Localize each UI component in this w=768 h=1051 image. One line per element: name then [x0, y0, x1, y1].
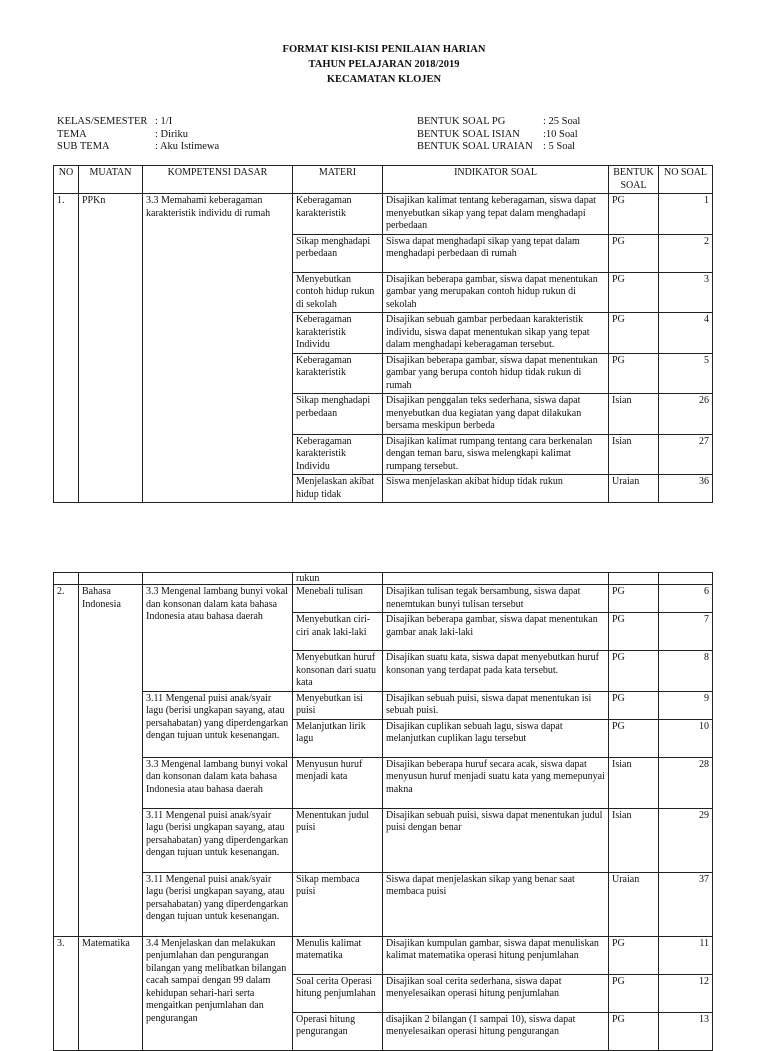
- material: Sikap membaca puisi: [293, 872, 383, 936]
- basic-competency: 3.11 Mengenal puisi anak/syair lagu (berisi ungkapan sayang, atau persahabatan) yang diperdengarkan dengan tujuan untuk kesenangan.: [143, 691, 293, 757]
- question-number: 36: [659, 475, 713, 503]
- question-type: PG: [609, 313, 659, 354]
- indicator: Siswa menjelaskan akibat hidup tidak rukun: [383, 475, 609, 503]
- question-number: 27: [659, 434, 713, 475]
- indicator: Disajikan soal cerita sederhana, siswa dapat menyelesaikan operasi hitung penjumlahan: [383, 974, 609, 1012]
- question-number: 12: [659, 974, 713, 1012]
- question-number: 1: [659, 194, 713, 235]
- question-type: PG: [609, 234, 659, 272]
- basic-competency: 3.3 Memahami keberagaman karakteristik individu di rumah: [143, 194, 293, 503]
- question-number: 9: [659, 691, 713, 719]
- question-number: 10: [659, 719, 713, 757]
- table-row: [54, 691, 713, 719]
- indicator: Disajikan kalimat rumpang tentang cara berkenalan dengan teman baru, siswa melengkapi kalimat rumpang tersebut.: [383, 434, 609, 475]
- info-label: BENTUK SOAL PG: [417, 116, 506, 127]
- info-label: SUB TEMA: [57, 141, 110, 152]
- info-label: BENTUK SOAL URAIAN: [417, 141, 533, 152]
- material: Keberagaman karakteristik: [293, 194, 383, 235]
- question-number: 28: [659, 757, 713, 808]
- subject: Bahasa Indonesia: [79, 585, 143, 937]
- info-label: KELAS/SEMESTER: [57, 116, 148, 127]
- doc-year: TAHUN PELAJARAN 2018/2019: [308, 59, 460, 70]
- continuation-row: [54, 573, 713, 585]
- question-number: 26: [659, 394, 713, 435]
- question-type: PG: [609, 272, 659, 313]
- col-header-no: NO: [54, 166, 79, 194]
- material: Menentukan judul puisi: [293, 808, 383, 872]
- info-label: BENTUK SOAL ISIAN: [417, 128, 520, 140]
- indicator: Disajikan penggalan teks sederhana, siswa dapat menyebutkan dua kegiatan yang dapat dilakukan bersama meskipun berbeda: [383, 394, 609, 435]
- material: Keberagaman karakteristik Individu: [293, 313, 383, 354]
- basic-competency: 3.11 Mengenal puisi anak/syair lagu (berisi ungkapan sayang, atau persahabatan) yang diperdengarkan dengan tujuan untuk kesenangan.: [143, 808, 293, 872]
- question-type: PG: [609, 936, 659, 974]
- material: Keberagaman karakteristik: [293, 353, 383, 394]
- question-number: 3: [659, 272, 713, 313]
- question-type: Uraian: [609, 872, 659, 936]
- col-header-muatan: MUATAN: [79, 166, 143, 194]
- question-type: Isian: [609, 394, 659, 435]
- question-type: PG: [609, 585, 659, 613]
- table-row: [54, 872, 713, 936]
- info-value: : 1/I: [155, 116, 173, 127]
- table-row: [54, 585, 713, 613]
- info-value: : Aku Istimewa: [155, 141, 220, 152]
- question-number: 29: [659, 808, 713, 872]
- indicator: Disajikan tulisan tegak bersambung, siswa dapat nenemtukan bunyi tulisan tersebut: [383, 585, 609, 613]
- material: Menyusun huruf menjadi kata: [293, 757, 383, 808]
- material: Menyebutkan contoh hidup rukun di sekolah: [293, 272, 383, 313]
- info-value: :10 Soal: [543, 128, 578, 140]
- indicator: Disajikan beberapa huruf secara acak, siswa dapat menyusun huruf menjadi suatu kata yang memepunyai makna: [383, 757, 609, 808]
- question-type: PG: [609, 719, 659, 757]
- grid-table-page2: [53, 572, 713, 1051]
- row-number: 3.: [54, 936, 79, 1050]
- indicator: disajikan 2 bilangan (1 sampai 10), siswa dapat menyelesaikan operasi hitung pengurangan: [383, 1012, 609, 1050]
- grid-table-page1: [53, 165, 713, 503]
- basic-competency: 3.3 Mengenal lambang bunyi vokal dan konsonan dalam kata bahasa Indonesia atau bahasa daerah: [143, 585, 293, 692]
- info-label: TEMA: [57, 128, 87, 140]
- question-type: Isian: [609, 757, 659, 808]
- table-row: [54, 757, 713, 808]
- question-type: Isian: [609, 434, 659, 475]
- indicator: Disajikan sebuah puisi, siswa dapat menentukan isi sebuah puisi.: [383, 691, 609, 719]
- question-type: Isian: [609, 808, 659, 872]
- indicator: Siswa dapat menghadapi sikap yang tepat dalam menghadapi perbedaan di rumah: [383, 234, 609, 272]
- material: Melanjutkan lirik lagu: [293, 719, 383, 757]
- question-number: 8: [659, 651, 713, 692]
- info-value: : Diriku: [155, 128, 188, 140]
- question-number: 2: [659, 234, 713, 272]
- question-type: PG: [609, 1012, 659, 1050]
- indicator: Disajikan sebuah gambar perbedaan karakteristik individu, siswa dapat menentukan sikap yang tepat dalam menghadapi keberagaman tersebut.: [383, 313, 609, 354]
- indicator: Disajikan kumpulan gambar, siswa dapat menuliskan kalimat matematika operasi hitung penjumlahan: [383, 936, 609, 974]
- basic-competency: 3.3 Mengenal lambang bunyi vokal dan konsonan dalam kata bahasa Indonesia atau bahasa daerah: [143, 757, 293, 808]
- question-number: 11: [659, 936, 713, 974]
- indicator: Disajikan beberapa gambar, siswa dapat menentukan gambar yang berupa contoh hidup tidak rukun di rumah: [383, 353, 609, 394]
- question-number: 37: [659, 872, 713, 936]
- material: Menyebutkan huruf konsonan dari suatu kata: [293, 651, 383, 692]
- material: Sikap menghadapi perbedaan: [293, 394, 383, 435]
- question-type: Uraian: [609, 475, 659, 503]
- material: Keberagaman karakteristik Individu: [293, 434, 383, 475]
- material: Menebali tulisan: [293, 585, 383, 613]
- col-header-bentuk: BENTUK SOAL: [609, 166, 659, 194]
- material: rukun: [293, 573, 383, 585]
- question-type: PG: [609, 353, 659, 394]
- info-value: : 5 Soal: [543, 141, 576, 152]
- question-type-info: [417, 116, 580, 154]
- question-number: 5: [659, 353, 713, 394]
- indicator: Disajikan beberapa gambar, siswa dapat menentukan gambar yang merupakan contoh hidup rukun di sekolah: [383, 272, 609, 313]
- question-type: PG: [609, 651, 659, 692]
- question-type: PG: [609, 691, 659, 719]
- question-number: 6: [659, 585, 713, 613]
- material: Menyebutkan isi puisi: [293, 691, 383, 719]
- indicator: Disajikan cuplikan sebuah lagu, siswa dapat melanjutkan cuplikan lagu tersebut: [383, 719, 609, 757]
- indicator: Disajikan suatu kata, siswa dapat menyebutkan huruf konsonan yang terdapat pada kata tersebut.: [383, 651, 609, 692]
- col-header-materi: MATERI: [293, 166, 383, 194]
- material: Operasi hitung pengurangan: [293, 1012, 383, 1050]
- question-type: PG: [609, 194, 659, 235]
- material: Menyebutkan ciri-ciri anak laki-laki: [293, 613, 383, 651]
- doc-title: FORMAT KISI-KISI PENILAIAN HARIAN: [282, 44, 486, 55]
- col-header-kd: KOMPETENSI DASAR: [143, 166, 293, 194]
- indicator: Disajikan beberapa gambar, siswa dapat menentukan gambar anak laki-laki: [383, 613, 609, 651]
- material: Menulis kalimat matematika: [293, 936, 383, 974]
- question-number: 7: [659, 613, 713, 651]
- subject: PPKn: [79, 194, 143, 503]
- indicator: Disajikan sebuah puisi, siswa dapat menentukan judul puisi dengan benar: [383, 808, 609, 872]
- material: Menjelaskan akibat hidup tidak: [293, 475, 383, 503]
- row-number: 1.: [54, 194, 79, 503]
- indicator: Siswa dapat menjelaskan sikap yang benar saat membaca puisi: [383, 872, 609, 936]
- table-row: [54, 936, 713, 974]
- question-number: 4: [659, 313, 713, 354]
- info-value: : 25 Soal: [543, 116, 581, 127]
- basic-competency: 3.11 Mengenal puisi anak/syair lagu (berisi ungkapan sayang, atau persahabatan) yang diperdengarkan dengan tujuan untuk kesenangan.: [143, 872, 293, 936]
- row-number: 2.: [54, 585, 79, 937]
- indicator: Disajikan kalimat tentang keberagaman, siswa dapat menyebutkan sikap yang tepat dalam menghadapi perbedaan: [383, 194, 609, 235]
- table-row: [54, 808, 713, 872]
- doc-district: KECAMATAN KLOJEN: [326, 74, 442, 85]
- basic-competency: 3.4 Menjelaskan dan melakukan penjumlahan dan pengurangan bilangan yang melibatkan bilangan cacah sampai dengan 99 dalam kehidupan sehari-hari serta mengaitkan penjumlahan dan pengurangan: [143, 936, 293, 1050]
- question-type: PG: [609, 974, 659, 1012]
- question-type: PG: [609, 613, 659, 651]
- question-number: 13: [659, 1012, 713, 1050]
- class-info: [57, 116, 219, 154]
- table-row: [54, 194, 713, 235]
- col-header-indikator: INDIKATOR SOAL: [383, 166, 609, 194]
- material: Soal cerita Operasi hitung penjumlahan: [293, 974, 383, 1012]
- subject: Matematika: [79, 936, 143, 1050]
- material: Sikap menghadapi perbedaan: [293, 234, 383, 272]
- col-header-nosoal: NO SOAL: [659, 166, 713, 194]
- table-header-row: [54, 166, 713, 194]
